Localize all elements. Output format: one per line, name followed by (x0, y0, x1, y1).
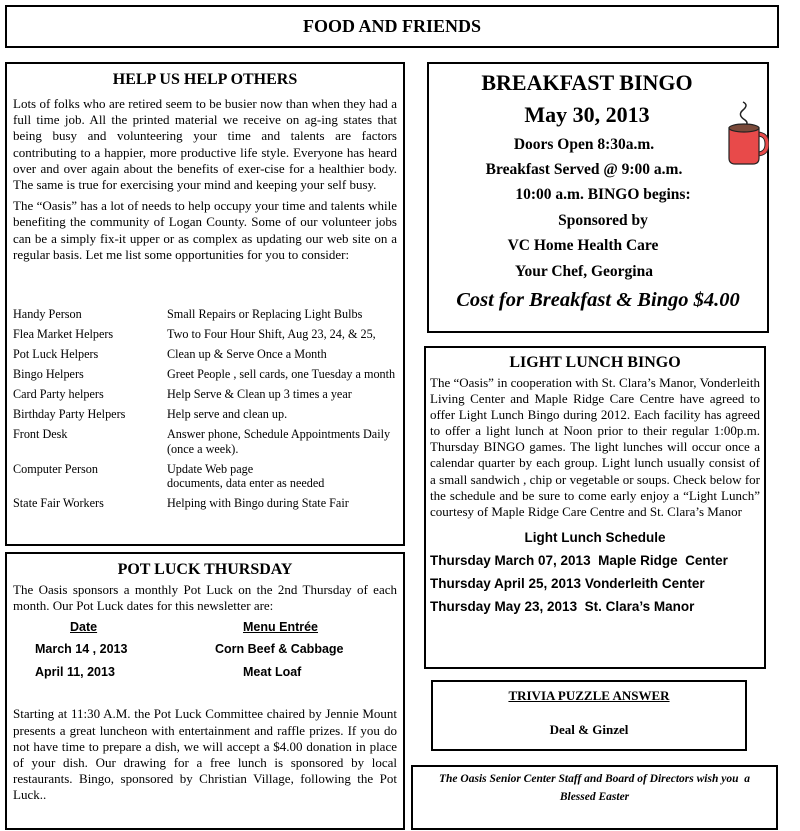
doors-open: Doors Open 8:30a.m. (513, 136, 655, 153)
job-description: Helping with Bingo during State Fair (167, 496, 349, 510)
breakfast-bingo-section (427, 62, 769, 333)
table-row (13, 367, 397, 382)
job-description: Help Serve & Clean up 3 times a year (167, 387, 352, 401)
pot-luck-table (13, 618, 397, 698)
job-role: Flea Market Helpers (13, 327, 114, 341)
job-description: Greet People , sell cards, one Tuesday a month (167, 367, 396, 381)
job-description: Two to Four Hour Shift, Aug 23, 24, & 25, (167, 327, 376, 341)
job-description: Small Repairs or Replacing Light Bulbs (167, 307, 363, 321)
table-row (13, 307, 397, 322)
section-title: HELP US HELP OTHERS (112, 71, 298, 88)
greeting-line: Blessed Easter (559, 791, 630, 803)
table-row (13, 427, 397, 456)
job-role: State Fair Workers (13, 496, 104, 510)
job-role: Front Desk (13, 427, 68, 441)
breakfast-served: Breakfast Served @ 9:00 a.m. (485, 161, 683, 178)
table-row (13, 407, 397, 422)
paragraph: Lots of folks who are retired seem to be busier now than when they had a full time job. All the printed material we receive on ag-ing states that being busy and volunteering your time and talents are factors contributing to a happier, more productive life style. Everyone has heard over and over again about the benefits of exer-cise for a healthier body. The same is true for exercising your mind and keeping your self busy. (13, 96, 397, 193)
section-title: POT LUCK THURSDAY (117, 561, 293, 578)
schedule-item: Thursday April 25, 2013 Vonderleith Center (430, 575, 705, 591)
row-date: April 11, 2013 (35, 665, 115, 680)
paragraph: The Oasis sponsors a monthly Pot Luck on the 2nd Thursday of each month. Our Pot Luck dates for this newsletter are: (13, 582, 397, 614)
schedule-item: Thursday March 07, 2013 Maple Ridge Center (430, 552, 728, 568)
easter-greeting (411, 765, 778, 830)
cost: Cost for Breakfast & Bingo $4.00 (456, 289, 740, 311)
page-title: FOOD AND FRIENDS (302, 16, 481, 36)
trivia-answer: Deal & Ginzel (549, 722, 629, 737)
trivia-answer-section (431, 680, 747, 751)
job-description: Answer phone, Schedule Appointments Daily (once a week). (167, 427, 391, 456)
table-row (13, 327, 397, 342)
paragraph: The “Oasis” in cooperation with St. Clara’s Manor, Vonderleith Living Center and Maple Ridge Care Centre have agreed to offer Light Lunch Bingo during 2012. Each facility has agreed to offer a light lunch at Noon prior to their regular 1:00p.m. Thursday BINGO games. The light lunches will occur once a calendar quarter by each group. Light lunch usually consist of a small sandwich , chip or vegetable or soups. Check below for the schedule and be sure to come early enjoy a “Light Lunch” courtesy of Maple Ridge Care Centre and St. Clara’s Manor (430, 375, 760, 519)
paragraph: Starting at 11:30 A.M. the Pot Luck Committee chaired by Jennie Mount presents a great luncheon with entertainment and raffle prizes. If you do not have time to prepare a dish, we will accept a $4.00 donation in place of your dish. Our drawing for a free lunch is sponsored by local restaurants. Bingo, sponsored by Christian Village, following the Pot Luck.. (13, 706, 397, 803)
section-title: TRIVIA PUZZLE ANSWER (508, 688, 670, 703)
table-row (13, 387, 397, 402)
sponsored-by: Sponsored by (558, 212, 648, 229)
help-us-help-others-section (5, 62, 405, 546)
header-box (5, 5, 779, 48)
schedule-title: Light Lunch Schedule (524, 529, 666, 545)
job-role: Handy Person (13, 307, 82, 321)
volunteer-jobs-table (13, 307, 397, 516)
event-date: May 30, 2013 (524, 102, 650, 127)
greeting-line: The Oasis Senior Center Staff and Board of Directors wish you a (439, 773, 750, 785)
schedule-item: Thursday May 23, 2013 St. Clara’s Manor (430, 598, 695, 614)
sponsor-1: VC Home Health Care (507, 237, 659, 254)
section-title: BREAKFAST BINGO (481, 70, 693, 95)
row-menu: Meat Loaf (243, 665, 302, 680)
row-date: March 14 , 2013 (35, 642, 128, 657)
job-role: Computer Person (13, 461, 98, 476)
sponsor-2: Your Chef, Georgina (515, 263, 653, 280)
paragraph: The “Oasis” has a lot of needs to help occupy your time and talents while benefiting the community of Logan County. Some of our volunteer jobs can be a simply fix-it upper or as complex as updating our web site on a regular basis. Let me list some opportunities for you to consider: (13, 198, 397, 262)
pot-luck-section (5, 552, 405, 830)
coffee-mug-icon (725, 100, 769, 166)
job-role: Pot Luck Helpers (13, 347, 99, 361)
job-description: Clean up & Serve Once a Month (167, 347, 327, 361)
job-role: Birthday Party Helpers (13, 407, 126, 421)
table-row (13, 347, 397, 362)
section-title: LIGHT LUNCH BINGO (509, 354, 681, 371)
table-row (13, 496, 397, 511)
light-lunch-bingo-section (424, 346, 766, 669)
table-row (13, 462, 397, 491)
job-description: Help serve and clean up. (167, 407, 288, 421)
row-menu: Corn Beef & Cabbage (215, 642, 344, 657)
job-description: Update Web page documents, data enter as needed (167, 461, 325, 490)
column-header-menu: Menu Entrée (243, 620, 319, 635)
job-role: Bingo Helpers (13, 367, 84, 381)
bingo-begins: 10:00 a.m. BINGO begins: (515, 186, 691, 203)
column-header-date: Date (70, 620, 98, 635)
job-role: Card Party helpers (13, 387, 104, 401)
